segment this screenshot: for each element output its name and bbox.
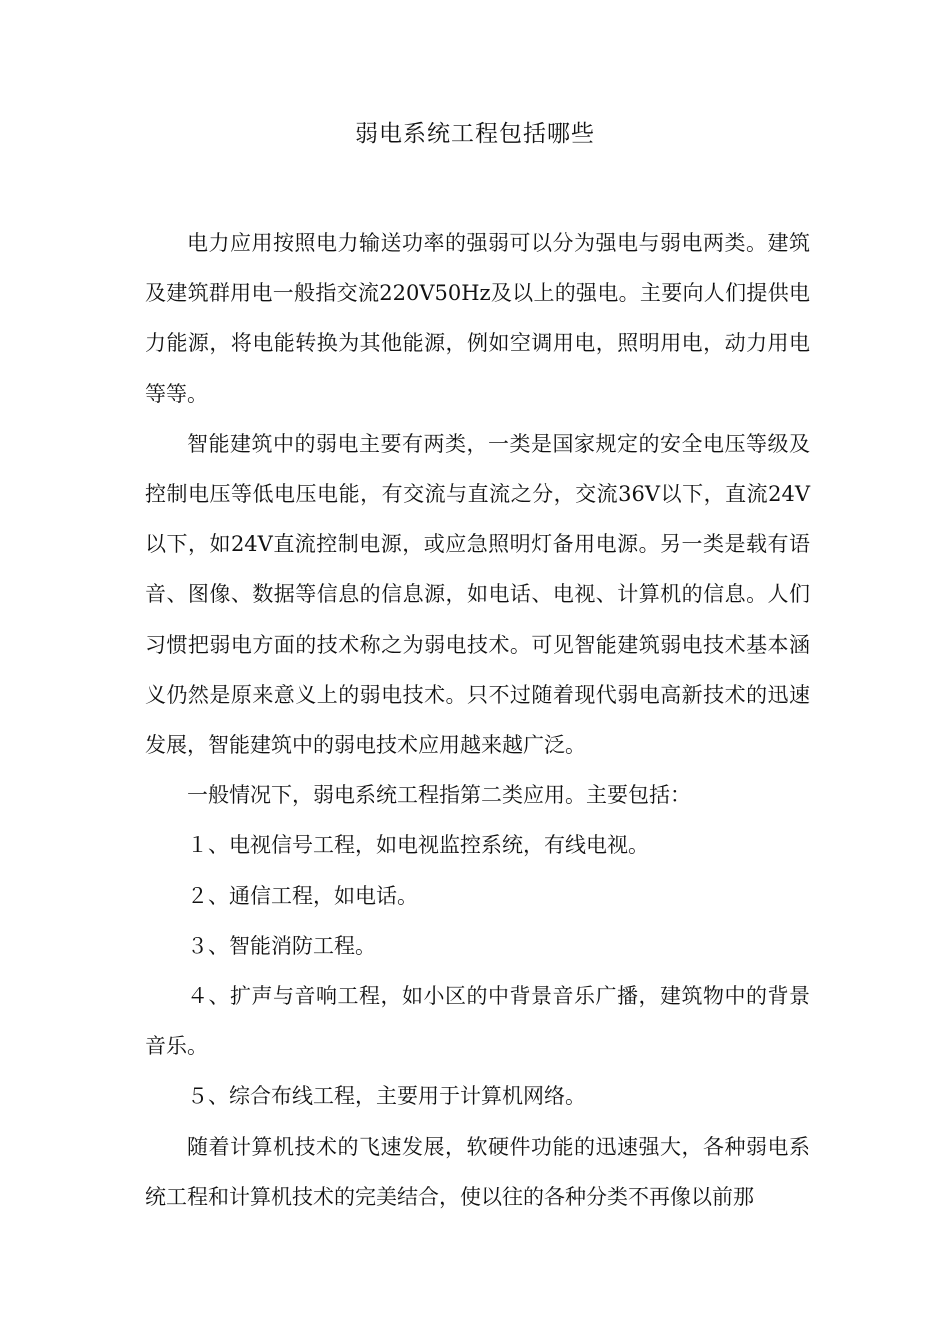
- list-item-communication: ２、通信工程，如电话。: [187, 883, 418, 908]
- list-item-fire-protection: ３、智能消防工程。: [187, 933, 376, 958]
- list-item-cabling: ５、综合布线工程，主要用于计算机网络。: [187, 1084, 586, 1109]
- paragraph-computer-technology: 随着计算机技术的飞速发展，软硬件功能的迅速强大，各种弱电系统工程和计算机技术的完美结合，使以往的各种分类不再像以前那: [145, 1134, 810, 1209]
- document-body: [145, 218, 810, 1222]
- list-item-tv-signal: １、电视信号工程，如电视监控系统，有线电视。: [187, 833, 649, 858]
- paragraph-intelligent-building: 智能建筑中的弱电主要有两类，一类是国家规定的安全电压等级及控制电压等低电压电能，有交流与直流之分，交流36V以下，直流24V以下，如24V直流控制电源，或应急照明灯备用电源。另一类是载有语音、图像、数据等信息的信息源，如电话、电视、计算机的信息。人们习惯把弱电方面的技术称之为弱电技术。可见智能建筑弱电技术基本涵义仍然是原来意义上的弱电技术。只不过随着现代弱电高新技术的迅速发展，智能建筑中的弱电技术应用越来越广泛。: [145, 431, 810, 758]
- document-title: 弱电系统工程包括哪些: [355, 121, 595, 147]
- paragraph-general-scope: 一般情况下，弱电系统工程指第二类应用。主要包括：: [187, 783, 691, 808]
- paragraph-strong-weak-electricity: 电力应用按照电力输送功率的强弱可以分为强电与弱电两类。建筑及建筑群用电一般指交流220V50Hz及以上的强电。主要向人们提供电力能源，将电能转换为其他能源，例如空调用电，照明用电，动力用电等等。: [145, 231, 810, 406]
- list-item-audio: ４、扩声与音响工程，如小区的中背景音乐广播，建筑物中的背景音乐。: [145, 984, 810, 1059]
